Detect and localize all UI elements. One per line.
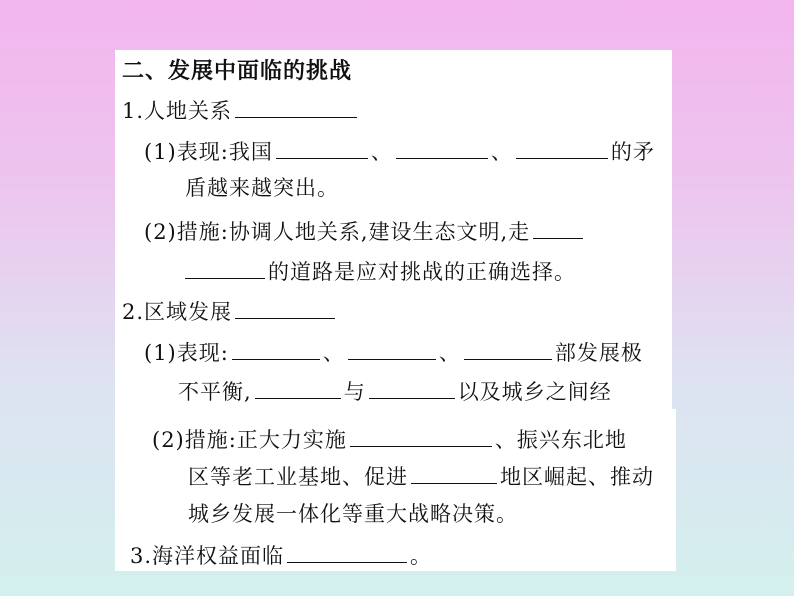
blank-3-1[interactable] xyxy=(287,540,407,563)
blank-2-7[interactable] xyxy=(350,424,492,447)
item-1-line xyxy=(122,95,360,125)
blank-1-6[interactable] xyxy=(185,256,265,279)
blank-1-3[interactable] xyxy=(396,136,488,159)
item-1-cuoshi-label: (2)措施:协调人地关系,建设生态文明,走 xyxy=(144,220,531,244)
blank-2-5[interactable] xyxy=(255,376,341,399)
item-2-line2-head: 不平衡, xyxy=(178,380,252,404)
item-1-biaoxian-label: (1)表现:我国 xyxy=(144,140,273,164)
item-2-cuoshi-tail: 、振兴东北地 xyxy=(494,428,627,452)
item-1-cuoshi-line2 xyxy=(185,256,576,286)
separator: 、 xyxy=(490,140,513,164)
item-2-cuoshi-line2 xyxy=(188,461,654,491)
item-2-line xyxy=(122,296,338,326)
item-2-cuoshi-line xyxy=(152,424,627,454)
blank-1-2[interactable] xyxy=(276,136,368,159)
item-2-line2-tail: 以及城乡之间经 xyxy=(457,380,612,404)
item-2-cuoshi-line3: 城乡发展一体化等重大战略决策。 xyxy=(188,502,518,526)
item-1-biaoxian-line2: 盾越来越突出。 xyxy=(185,176,339,200)
item-2-biaoxian-line xyxy=(144,337,643,367)
separator: 、 xyxy=(370,140,393,164)
blank-2-2[interactable] xyxy=(232,337,320,360)
section-title: 二、发展中面临的挑战 xyxy=(122,59,353,84)
blank-2-3[interactable] xyxy=(348,337,436,360)
item-1-title: 1.人地关系 xyxy=(122,99,233,123)
item-3-tail: 。 xyxy=(410,544,433,568)
item-2-line2-mid: 与 xyxy=(343,380,366,404)
separator: 、 xyxy=(438,341,461,365)
item-2-cuoshi-label: (2)措施:正大力实施 xyxy=(152,428,347,452)
blank-2-1[interactable] xyxy=(235,296,335,319)
item-1-biaoxian-line xyxy=(144,136,655,166)
item-3-line xyxy=(130,540,432,570)
blank-1-5[interactable] xyxy=(533,216,583,239)
blank-1-4[interactable] xyxy=(516,136,608,159)
item-2-biaoxian-tail: 部发展极 xyxy=(554,341,643,365)
item-2-cuoshi-line2-tail: 地区崛起、推动 xyxy=(500,465,654,489)
blank-2-8[interactable] xyxy=(411,461,497,484)
item-3-title: 3.海洋权益面临 xyxy=(130,544,285,568)
item-1-biaoxian-tail: 的矛 xyxy=(610,140,655,164)
item-2-cuoshi-line2-head: 区等老工业基地、促进 xyxy=(188,465,408,489)
blank-1-1[interactable] xyxy=(235,95,357,118)
item-1-cuoshi-tail: 的道路是应对挑战的正确选择。 xyxy=(268,260,576,284)
separator: 、 xyxy=(322,341,345,365)
item-2-title: 2.区域发展 xyxy=(122,300,233,324)
item-2-biaoxian-label: (1)表现: xyxy=(144,341,229,365)
item-2-biaoxian-line2 xyxy=(178,376,612,406)
blank-2-6[interactable] xyxy=(369,376,455,399)
blank-2-4[interactable] xyxy=(464,337,552,360)
item-1-cuoshi-line xyxy=(144,216,586,246)
